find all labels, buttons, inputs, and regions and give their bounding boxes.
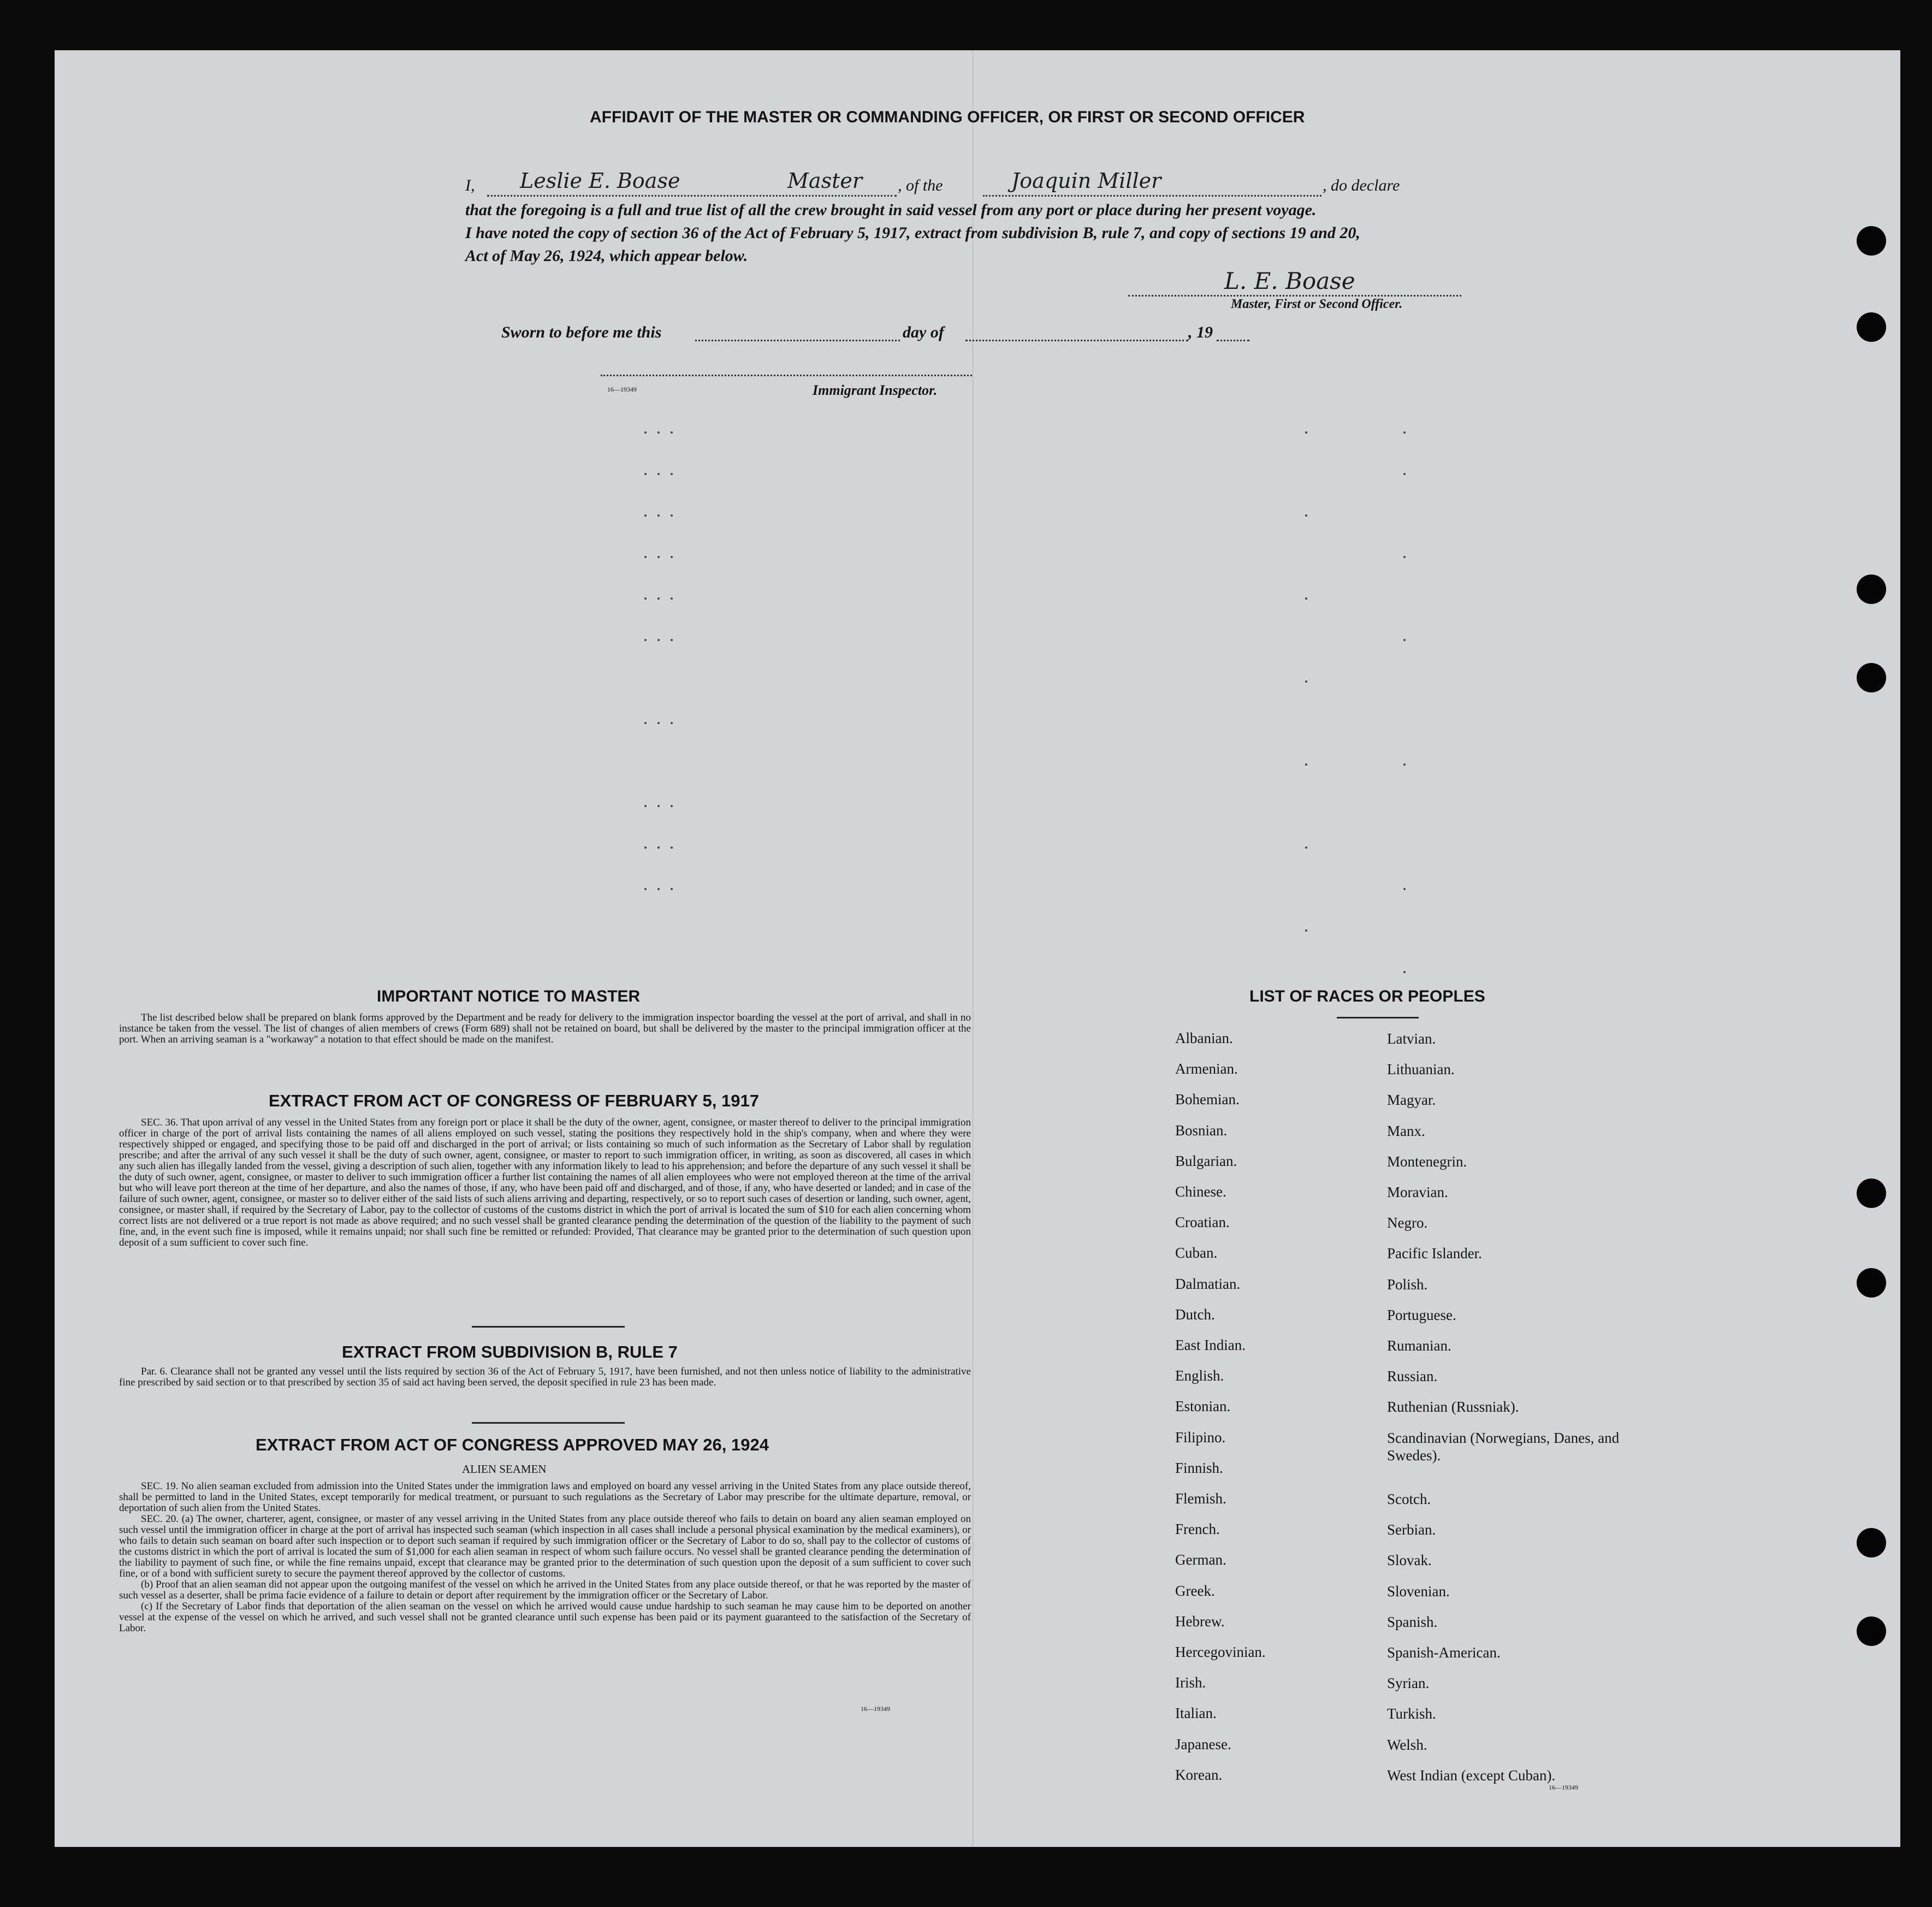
race-item: Lithuanian. — [1387, 1061, 1455, 1078]
race-item: Ruthenian (Russniak). — [1387, 1399, 1519, 1416]
sec20b-text: (b) Proof that an alien seaman did not appear upon the outgoing manifest of the vessel on which he arrived in the United States from any place outside thereof, or that he was reported by the master of such vessel as a deserter, shall be prima facie evidence of a failure to detain or deport after requirement by the immigration officer or the Secretary of Labor. — [119, 1579, 971, 1601]
divider-2 — [472, 1422, 625, 1424]
i-label: I, — [465, 176, 475, 194]
affidavit-form-number: 16—19349 — [607, 386, 637, 393]
sec20a-text: SEC. 20. (a) The owner, charterer, agent, consignee, or master of any vessel arriving in the United States from any place outside thereof who fails to detain on board any alien seaman employed on such vessel until the immigration officer in charge at the port of arrival has inspected such seaman (which inspection in all cases shall include a personal physical examination by the medical examiners), or who fails to detain such seaman on board after such inspection or to deport such seaman if required by such immigration officer or the Secretary of Labor to do so, shall pay to the collector of customs of the customs district in which the port of arrival is located the sum of $1,000 for each alien seaman in respect of whom such failure occurs. No vessel shall be granted clearance pending the determination of the liability to payment of such fine, or while the fine remains unpaid, except that clearance may be granted prior to the determination of such question upon the deposit of a sum sufficient to cover such fine, or of a bond with sufficient surety to secure the payment thereof approved by the collector of customs. — [119, 1513, 971, 1579]
inspector-caption: Immigrant Inspector. — [813, 382, 938, 398]
race-item: Serbian. — [1387, 1521, 1436, 1538]
extract-1917-text: SEC. 36. That upon arrival of any vessel in the United States from any foreign port or place it shall be the duty of the owner, agent, consignee, or master thereof to deliver to the principal immigration officer in charge of the port of arrival lists containing the names of all aliens employed on such vessel, stating the positions they respectively hold in the ship's company, when and where they were respectively shipped or engaged, and specifying those to be paid off and discharged in the port of arrival; or lists containing so much of such information as the Secretary of Labor shall by regulation prescribe; and after the arrival of any such vessel it shall be the duty of such owner, agent, consignee, or master to report to such immigration officer, in writing, as soon as discovered, all cases in which any such alien has illegally landed from the vessel, giving a description of such alien, together with any information likely to lead to his apprehension; and before the departure of any such vessel it shall be the duty of such owner, agent, consignee, or master to deliver to such immigration officer a further list containing the names of all alien employees who were not employed thereon at the time of the arrival but who will leave port thereon at the time of her departure, and also the names of those, if any, who have been paid off and discharged, and of those, if any, who have deserted or landed; and in case of the failure of such owner, agent, consignee, or master so to deliver either of the said lists of such aliens arriving and departing, respectively, or so to report such cases of desertion or landing, such owner, agent, consignee, or master shall, if required by the Secretary of Labor, pay to the collector of customs of the customs district in which the port of arrival is located the sum of $10 for each alien concerning whom correct lists are not delivered or a true report is not made as above required; and no such vessel shall be granted clearance pending the determination of the question of the liability to the payment of such fine, and, in the event such fine is imposed, while it remains unpaid; nor shall such fine be remitted or refunded: Provided, That clearance may be granted prior to the determination of such question upon deposit of a sum sufficient to cover such fine. — [119, 1117, 971, 1248]
extract-1917-title: EXTRACT FROM ACT OF CONGRESS OF FEBRUARY 5, 1917 — [269, 1091, 759, 1110]
notice-title: IMPORTANT NOTICE TO MASTER — [377, 987, 641, 1005]
page-fold — [972, 50, 974, 1847]
race-item: Welsh. — [1387, 1736, 1427, 1753]
declaration-line-1: that the foregoing is a full and true list of all the crew brought in said vessel from any port or place during her present voyage. — [465, 201, 1317, 219]
race-item: Bohemian. — [1175, 1091, 1240, 1108]
race-item: French. — [1175, 1521, 1220, 1538]
day-of-label: day of — [903, 323, 944, 341]
race-item: Hercegovinian. — [1175, 1644, 1266, 1660]
race-item: Spanish. — [1387, 1613, 1438, 1630]
race-item: Italian. — [1175, 1705, 1217, 1722]
extract-rule7-text: Par. 6. Clearance shall not be granted any vessel until the lists required by section 36 of the Act of February 5, 1917, have been furnished, and not then unless notice of liability to the administrative fine prescribed by said section or to that prescribed by section 35 of said act having been served, the deposit specified in rule 23 has been made. — [119, 1366, 971, 1388]
extract-1917-body — [119, 1117, 971, 1248]
race-item: Estonian. — [1175, 1398, 1231, 1415]
race-item: Scandinavian (Norwegians, Danes, and Swedes). — [1387, 1429, 1620, 1464]
race-item: German. — [1175, 1551, 1226, 1568]
declaration-line-3: Act of May 26, 1924, which appear below. — [465, 247, 748, 265]
race-item: English. — [1175, 1367, 1224, 1384]
race-item: Turkish. — [1387, 1705, 1436, 1722]
race-item: Scotch. — [1387, 1491, 1431, 1507]
notice-body — [119, 1012, 971, 1045]
extract-form-number: 16—19349 — [861, 1705, 890, 1713]
races-form-number: 16—19349 — [1549, 1784, 1578, 1791]
extract-1924-subtitle: ALIEN SEAMEN — [462, 1462, 547, 1476]
race-item: Portuguese. — [1387, 1306, 1456, 1323]
race-item: Manx. — [1387, 1122, 1425, 1139]
vessel-name: Joaquin Miller — [1011, 169, 1161, 193]
race-item: Croatian. — [1175, 1214, 1230, 1231]
race-item: Slovak. — [1387, 1552, 1432, 1569]
signer-rank: Master — [787, 169, 862, 193]
binder-hole — [1857, 1268, 1886, 1298]
race-item: Magyar. — [1387, 1092, 1436, 1109]
race-item: Latvian. — [1387, 1031, 1436, 1047]
affidavit-declarant-line — [465, 169, 1536, 202]
declaration-line-2: I have noted the copy of section 36 of the Act of February 5, 1917, extract from subdivision B, rule 7, and copy of sections 19 and 20, — [465, 224, 1360, 242]
sec20c-text: (c) If the Secretary of Labor finds that deportation of the alien seaman on the vessel on which he arrived would cause undue hardship to such seaman he may cause him to be deported on another vessel at the expense of the vessel on which he arrived, and such vessel shall not be granted clearance until such expense has been paid or its payment guaranteed to the satisfaction of the Secretary of Labor. — [119, 1601, 971, 1634]
affidavit-title: AFFIDAVIT OF THE MASTER OR COMMANDING OFFICER, OR FIRST OR SECOND OFFICER — [590, 108, 1305, 126]
signature-caption: Master, First or Second Officer. — [1231, 297, 1403, 311]
race-item: Moravian. — [1387, 1184, 1448, 1200]
sec19-text: SEC. 19. No alien seaman excluded from admission into the United States under the immigration laws and employed on board any vessel arriving in the United States from any place outside thereof, shall be permitted to land in the United States, except temporarily for medical treatment, or pursuant to such regulations as the Secretary of Labor may prescribe for the ultimate departure, removal, or deportation of such alien from the United States. — [119, 1480, 971, 1514]
binder-hole — [1857, 575, 1886, 604]
sworn-line — [501, 323, 1320, 347]
race-item: East Indian. — [1175, 1337, 1246, 1353]
binder-hole — [1857, 1616, 1886, 1646]
extract-rule7-body — [119, 1366, 971, 1388]
race-item: Spanish-American. — [1387, 1644, 1501, 1661]
race-item: Bulgarian. — [1175, 1152, 1237, 1169]
race-item: Chinese. — [1175, 1183, 1226, 1200]
race-item: Albanian. — [1175, 1030, 1233, 1046]
race-item: Montenegrin. — [1387, 1153, 1467, 1170]
race-item: Bosnian. — [1175, 1122, 1228, 1139]
race-item: West Indian (except Cuban). — [1387, 1767, 1556, 1784]
binder-hole — [1857, 312, 1886, 342]
master-signature: L. E. Boase — [1224, 268, 1355, 294]
binder-hole — [1857, 1178, 1886, 1208]
extract-rule7-title: EXTRACT FROM SUBDIVISION B, RULE 7 — [342, 1342, 678, 1361]
of-the-label: , of the — [898, 176, 943, 194]
extract-1924-body — [119, 1481, 971, 1634]
race-item: Korean. — [1175, 1766, 1223, 1783]
races-title: LIST OF RACES OR PEOPLES — [1249, 987, 1485, 1005]
race-item: Hebrew. — [1175, 1613, 1225, 1630]
races-underline — [1337, 1017, 1419, 1018]
race-item: Filipino. — [1175, 1429, 1226, 1446]
race-item: Slovenian. — [1387, 1583, 1450, 1600]
race-item: Pacific Islander. — [1387, 1245, 1482, 1262]
year-label: , 19 — [1188, 323, 1213, 341]
inspector-line — [601, 372, 972, 376]
do-declare-label: , do declare — [1323, 176, 1400, 194]
race-item: Syrian. — [1387, 1675, 1430, 1692]
declaration-text — [465, 199, 1585, 268]
sworn-label: Sworn to before me this — [501, 323, 662, 341]
race-item: Greek. — [1175, 1582, 1215, 1599]
race-item: Finnish. — [1175, 1459, 1223, 1476]
notice-text: The list described below shall be prepared on blank forms approved by the Department and be ready for delivery to the immigration inspector boarding the vessel at the port of arrival, and shall in no instance be taken from the vessel. The list of changes of alien members of crews (Form 689) shall not be retained on board, but shall be delivered by the master to the principal immigration officer at the port. When an arriving seaman is a "workaway" a notation to that effect should be made on the manifest. — [119, 1012, 971, 1045]
race-item: Negro. — [1387, 1215, 1428, 1231]
binder-hole — [1857, 1528, 1886, 1557]
race-item: Armenian. — [1175, 1061, 1238, 1077]
sworn-day-blank — [695, 323, 900, 341]
sworn-year-blank — [1217, 323, 1249, 341]
race-item: Irish. — [1175, 1674, 1206, 1691]
divider-1 — [472, 1326, 625, 1328]
race-item: Dalmatian. — [1175, 1275, 1241, 1292]
binder-hole — [1857, 226, 1886, 256]
race-item: Polish. — [1387, 1276, 1428, 1293]
race-item: Russian. — [1387, 1368, 1438, 1385]
race-item: Rumanian. — [1387, 1337, 1451, 1354]
race-item: Cuban. — [1175, 1245, 1218, 1262]
binder-hole — [1857, 663, 1886, 692]
document-page — [55, 50, 1900, 1847]
race-item: Dutch. — [1175, 1306, 1215, 1323]
signer-name: Leslie E. Boase — [520, 169, 680, 193]
race-item: Flemish. — [1175, 1490, 1226, 1507]
race-item: Japanese. — [1175, 1736, 1231, 1752]
extract-1924-title: EXTRACT FROM ACT OF CONGRESS APPROVED MAY 26, 1924 — [256, 1435, 769, 1454]
sworn-month-blank — [965, 323, 1188, 341]
